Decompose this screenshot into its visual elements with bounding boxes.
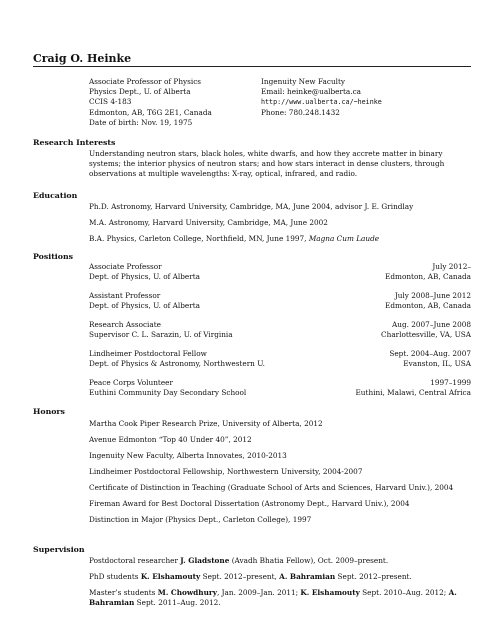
position-title: Peace Corps Volunteer — [89, 378, 173, 387]
contact-left — [89, 77, 249, 128]
position-org: Dept. of Physics, U. of Alberta — [89, 301, 200, 310]
education-text: M.A. Astronomy, Harvard University, Cambridge, MA, June 2002 — [89, 218, 328, 227]
contact-title: Associate Professor of Physics — [89, 77, 202, 86]
supervision-phd — [89, 572, 471, 582]
supervision-text: Sept. 2011–Aug. 2012. — [134, 598, 221, 608]
honor-item: Avenue Edmonton “Top 40 Under 40”, 2012 — [89, 435, 252, 444]
position-org: Supervisor C. L. Sarazin, U. of Virginia — [89, 330, 233, 339]
position-row — [89, 388, 471, 398]
supervision-text: Postdoctoral researcher — [89, 556, 181, 565]
position-place: Evanston, IL, USA — [403, 359, 471, 368]
cv-name: Craig O. Heinke — [33, 52, 132, 65]
honor-item: Fireman Award for Best Doctoral Dissertation (Astronomy Dept., Harvard Univ.), 2004 — [89, 499, 410, 508]
education-heading: Education — [33, 191, 78, 200]
position-place: Euthini, Malawi, Central Africa — [355, 388, 471, 397]
position-title: Assistant Professor — [89, 291, 161, 300]
contact-website-link[interactable]: http://www.ualberta.ca/~heinke — [261, 98, 382, 107]
position-date: July 2008–June 2012 — [394, 291, 471, 300]
contact-email: Email: heinke@ualberta.ca — [261, 87, 362, 97]
education-text: B.A. Physics, Carleton College, Northfield, MN, June 1997, — [89, 234, 309, 243]
supervision-text: , Jan. 2009–Jan. 2011; — [216, 588, 301, 597]
education-item — [89, 218, 471, 228]
position-org: Dept. of Physics, U. of Alberta — [89, 272, 200, 281]
position-row — [89, 320, 471, 330]
position-date: Sept. 2004–Aug. 2007 — [389, 349, 471, 358]
contact-phone: Phone: 780.248.1432 — [261, 107, 340, 117]
student-name: A. Bahramian — [279, 572, 336, 581]
position-date: 1997–1999 — [430, 378, 471, 387]
position-title: Lindheimer Postdoctoral Fellow — [89, 349, 207, 358]
position-org: Euthini Community Day Secondary School — [89, 388, 247, 397]
honors-heading: Honors — [33, 407, 65, 416]
supervision-text: PhD students — [89, 572, 141, 581]
positions-heading: Positions — [33, 252, 74, 261]
contact-dept: Physics Dept., U. of Alberta — [89, 87, 191, 97]
supervision-masters — [89, 588, 471, 608]
position-date: Aug. 2007–June 2008 — [391, 320, 471, 329]
research-text: Understanding neutron stars, black holes, white dwarfs, and how they accrete matter in binary systems; the interior physics of neutron stars; and how stars interact in dense clusters, through observations at multiple wavelengths: X-ray, optical, infrared, and radio. — [89, 149, 445, 179]
position-row — [89, 291, 471, 301]
supervision-text: Master’s students — [89, 588, 158, 597]
position-row — [89, 301, 471, 311]
honor-item: Distinction in Major (Physics Dept., Carleton College), 1997 — [89, 515, 312, 524]
position-title: Associate Professor — [89, 262, 162, 271]
honor-item: Ingenuity New Faculty, Alberta Innovates, 2010-2013 — [89, 451, 287, 460]
contact-right — [261, 77, 461, 118]
position-place: Charlottesville, VA, USA — [381, 330, 471, 339]
position-row — [89, 272, 471, 282]
education-item — [89, 202, 471, 212]
supervision-text: (Avadh Bhatia Fellow), Oct. 2009–present. — [229, 556, 389, 565]
position-row — [89, 349, 471, 359]
supervision-text: Sept. 2012–present, — [200, 572, 280, 581]
supervision-text: Sept. 2010–Aug. 2012; — [359, 588, 449, 597]
supervision-text: Sept. 2012–present. — [335, 572, 412, 581]
student-name: M. Chowdhury — [157, 588, 217, 597]
position-row — [89, 359, 471, 369]
student-name: K. Elshamouty — [140, 572, 201, 581]
supervision-postdoc — [89, 556, 471, 566]
student-name: A. Bahramian — [89, 588, 457, 608]
position-row — [89, 262, 471, 272]
education-item — [89, 234, 471, 244]
contact-office: CCIS 4-183 — [89, 97, 132, 107]
position-date: July 2012– — [432, 262, 471, 271]
supervision-heading: Supervision — [33, 545, 85, 554]
contact-award: Ingenuity New Faculty — [261, 77, 346, 86]
honor-item: Martha Cook Piper Research Prize, University of Alberta, 2012 — [89, 419, 323, 428]
student-name: K. Elshamouty — [300, 588, 360, 597]
position-title: Research Associate — [89, 320, 161, 329]
contact-birthdate: Date of birth: Nov. 19, 1975 — [89, 117, 193, 127]
position-org: Dept. of Physics & Astronomy, Northwestern U. — [89, 359, 265, 368]
student-name: J. Gladstone — [180, 556, 230, 565]
honor-item: Certificate of Distinction in Teaching (Graduate School of Arts and Sciences, Harvard Univ.), 2004 — [89, 483, 454, 492]
header-rule — [33, 66, 471, 67]
honor-item: Lindheimer Postdoctoral Fellowship, Northwestern University, 2004-2007 — [89, 467, 363, 476]
education-honor: Magna Cum Laude — [308, 234, 380, 243]
position-row — [89, 330, 471, 340]
position-row — [89, 378, 471, 388]
position-place: Edmonton, AB, Canada — [385, 301, 471, 310]
position-place: Edmonton, AB, Canada — [385, 272, 471, 281]
education-text: Ph.D. Astronomy, Harvard University, Cambridge, MA, June 2004, advisor J. E. Grindlay — [89, 202, 414, 211]
research-heading: Research Interests — [33, 138, 116, 147]
contact-address: Edmonton, AB, T6G 2E1, Canada — [89, 107, 212, 117]
